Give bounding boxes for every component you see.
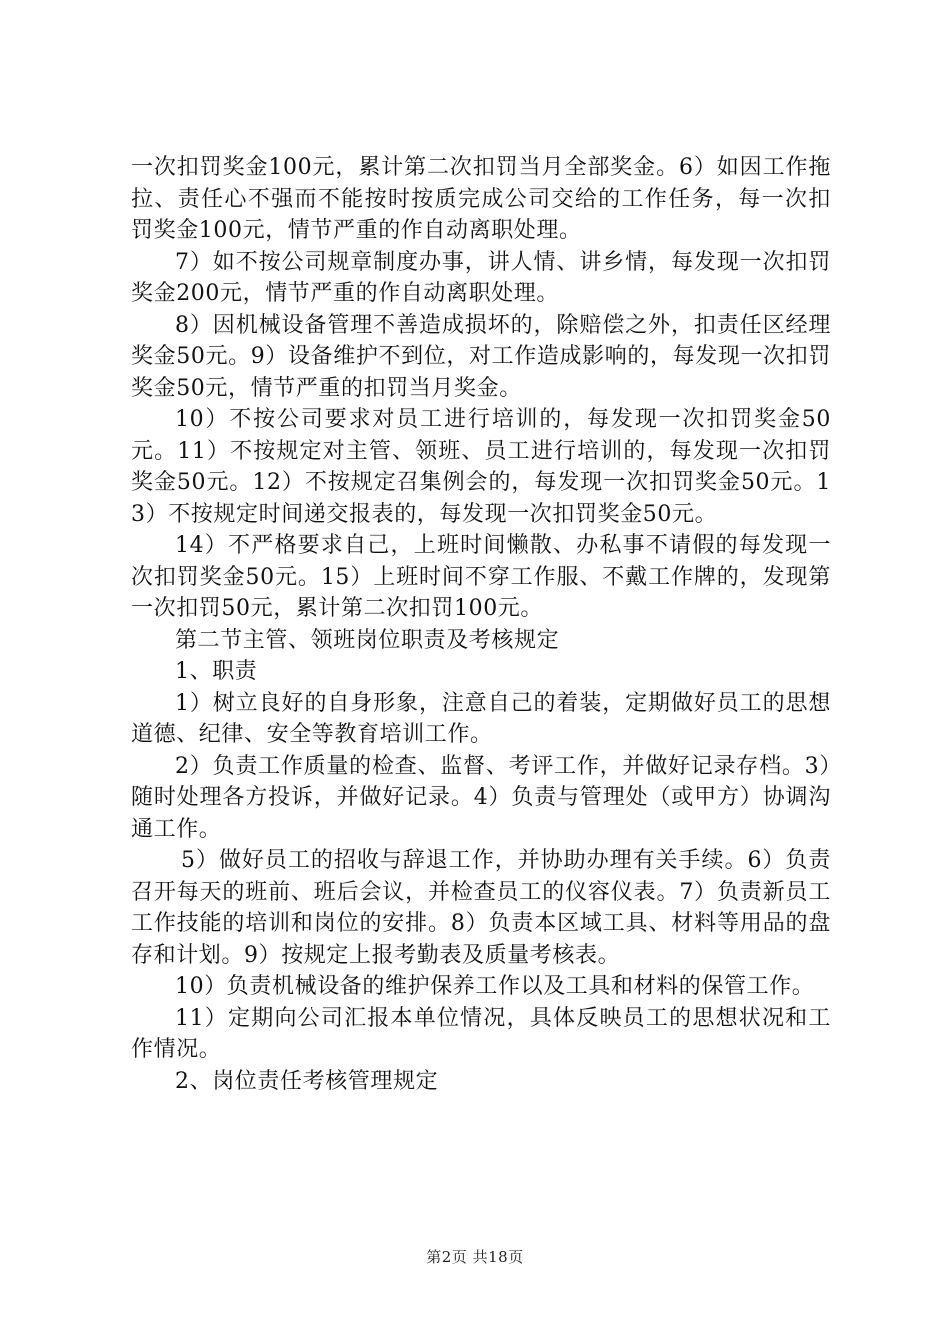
paragraph-2: 7）如不按公司规章制度办事，讲人情、讲乡情，每发现一次扣罚奖金200元，情节严重的作自动离职处理。	[131, 249, 831, 306]
page-number-footer: 第2页 共18页	[426, 1248, 524, 1266]
paragraph-10: 5）做好员工的招收与辞退工作，并协助办理有关手续。6）负责召开每天的班前、班后会议，并检查员工的仪容仪表。7）负责新员工工作技能的培训和岗位的安排。8）负责本区域工具、材料等用品的盘存和计划。9）按规定上报考勤表及质量考核表。	[131, 848, 831, 968]
paragraph-9: 2）负责工作质量的检查、监督、考评工作，并做好记录存档。3）随时处理各方投诉，并做好记录。4）负责与管理处（或甲方）协调沟通工作。	[131, 753, 831, 842]
paragraph-4: 10）不按公司要求对员工进行培训的，每发现一次扣罚奖金50元。11）不按规定对主管、领班、员工进行培训的，每发现一次扣罚奖金50元。12）不按规定召集例会的，每发现一次扣罚奖金50元。13）不按规定时间递交报表的，每发现一次扣罚奖金50元。	[131, 407, 831, 527]
paragraph-3: 8）因机械设备管理不善造成损坏的，除赔偿之外，扣责任区经理奖金50元。9）设备维护不到位，对工作造成影响的，每发现一次扣罚奖金50元，情节严重的扣罚当月奖金。	[131, 312, 831, 401]
paragraph-5: 14）不严格要求自己，上班时间懒散、办私事不请假的每发现一次扣罚奖金50元。15）上班时间不穿工作服、不戴工作牌的，发现第一次扣罚50元，累计第二次扣罚100元。	[131, 533, 831, 621]
section-heading: 第二节主管、领班岗位职责及考核规定	[175, 627, 560, 653]
paragraph-12: 11）定期向公司汇报本单位情况，具体反映员工的思想状况和工作情况。	[131, 1005, 831, 1062]
subsection-heading-assessment: 2、岗位责任考核管理规定	[175, 1068, 439, 1094]
paragraph-8: 1）树立良好的自身形象，注意自己的着装，定期做好员工的思想道德、纪律、安全等教育培训工作。	[131, 690, 831, 747]
subsection-heading-duties: 1、职责	[175, 659, 258, 684]
paragraph-1: 一次扣罚奖金100元，累计第二次扣罚当月全部奖金。6）如因工作拖拉、责任心不强而不能按时按质完成公司交给的工作任务，每一次扣罚奖金100元，情节严重的作自动离职处理。	[131, 155, 831, 243]
paragraph-11: 10）负责机械设备的维护保养工作以及工具和材料的保管工作。	[175, 974, 815, 999]
document-body	[131, 152, 831, 1097]
